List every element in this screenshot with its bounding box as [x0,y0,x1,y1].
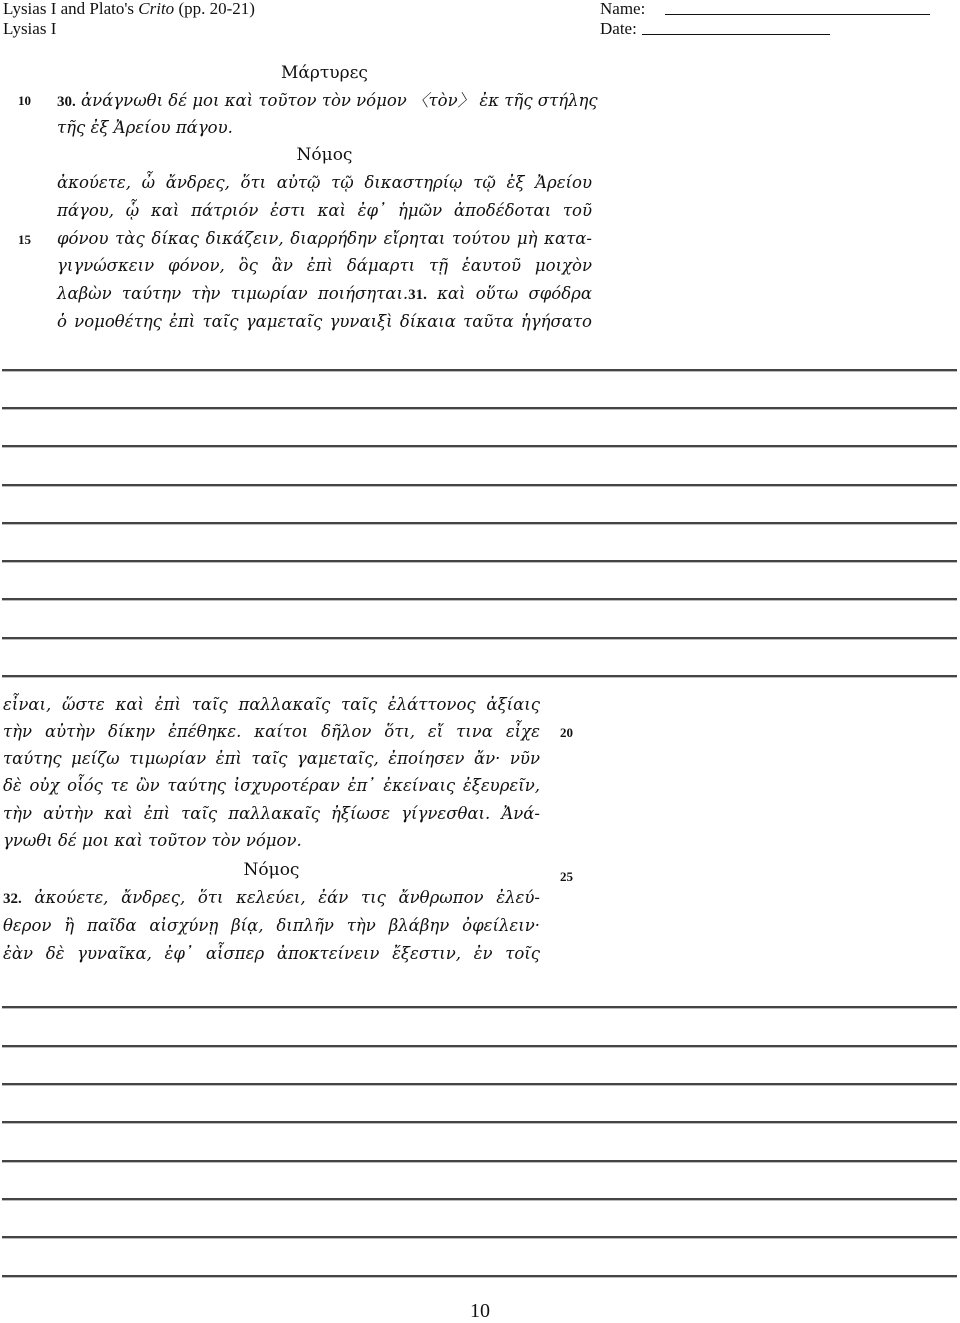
date-label: Date: [600,19,637,38]
text-line [57,117,592,139]
writing-line[interactable] [2,1160,957,1163]
line-text: γιγνώσκειν φόνον, ὃς ἂν ἐπὶ δάμαρτι τῇ ἑαυτοῦ μοιχὸν [57,256,592,275]
line-text: θερον ἢ παῖδα αἰσχύνῃ βίᾳ, διπλῆν τὴν βλάβην ὀφείλειν· [3,916,540,935]
line-number: 20 [560,725,573,740]
line-text: τὴν αὐτὴν δίκην ἐπέθηκε. καίτοι δῆλον ὅτι, εἴ τινα εἶχε [3,722,540,741]
text-line [3,775,540,797]
line-number: 15 [18,232,31,247]
writing-line[interactable] [2,675,957,678]
text-line [3,694,540,716]
line-text: γνωθι δέ μοι καὶ τοῦτον τὸν νόμον. [3,831,302,850]
writing-line[interactable] [2,522,957,525]
heading-law: Νόμος [243,860,300,880]
line-text: ὁ νομοθέτης ἐπὶ ταῖς γαμεταῖς γυναιξὶ δίκαια ταῦτα ἡγήσατο [57,312,592,331]
text-line [3,803,540,825]
line-text: φόνου τὰς δίκας δικάζειν, διαρρήδην εἴρηται τούτου μὴ κατα- [57,229,592,248]
writing-line[interactable] [2,1275,957,1278]
writing-line[interactable] [2,484,957,487]
page-number: 10 [470,1300,490,1322]
title-text: Lysias I and Plato's [3,0,139,18]
writing-line[interactable] [2,1121,957,1124]
writing-line[interactable] [2,637,957,640]
section-number: 31. [408,287,427,303]
name-field[interactable] [665,14,930,15]
heading-law: Νόμος [296,145,353,165]
name-label: Name: [600,0,646,18]
text-line [57,200,592,222]
writing-line[interactable] [2,598,957,601]
text-line [57,283,592,306]
text-line [3,721,540,743]
line-text: τὴν αὐτὴν καὶ ἐπὶ ταῖς παλλακαῖς ἠξίωσε γίγνεσθαι. Ἀνά- [3,804,540,823]
line-number: 10 [18,93,31,108]
writing-line[interactable] [2,560,957,563]
document-title [3,0,255,19]
writing-line[interactable] [2,1198,957,1201]
writing-line[interactable] [2,1236,957,1239]
line-text: ἀκούετε, ἄνδρες, ὅτι κελεύει, ἐάν τις ἄνθρωπον ἐλεύ- [21,888,540,907]
line-text: ἐὰν δὲ γυναῖκα, ἐφ᾽ αἷσπερ ἀποκτείνειν ἔξεστιν, ἐν τοῖς [3,944,540,963]
line-text: τῆς ἐξ Ἀρείου πάγου. [57,118,233,137]
line-text: δὲ οὐχ οἷός τε ὢν ταύτης ἰσχυροτέραν ἐπ᾽ ἐκείναις ἐξευρεῖν, [3,776,540,795]
title-italic-work: Crito [138,0,175,18]
section-number: 32. [3,891,22,907]
text-line [3,748,540,770]
line-text: ἀκούετε, ὦ ἄνδρες, ὅτι αὐτῷ τῷ δικαστηρίῳ τῷ ἐξ Ἀρείου [57,173,592,192]
date-field[interactable] [642,34,830,35]
writing-line[interactable] [2,1006,957,1009]
line-text: πάγου, ᾧ καὶ πάτριόν ἐστι καὶ ἐφ᾽ ἡμῶν ἀποδέδοται τοῦ [57,201,592,220]
text-line [3,887,540,910]
title-pages: (pp. 20-21) [174,0,255,18]
text-line [57,255,592,277]
text-line [3,943,540,965]
writing-line[interactable] [2,369,957,372]
document-subtitle: Lysias I [3,19,57,38]
writing-line[interactable] [2,1083,957,1086]
text-line [57,228,592,250]
text-line [57,172,592,194]
writing-line[interactable] [2,445,957,448]
section-number: 30. [57,94,76,110]
text-line [3,830,540,852]
line-text: εἶναι, ὥστε καὶ ἐπὶ ταῖς παλλακαῖς ταῖς ἐλάττονος ἀξίαις [3,695,540,714]
text-line [57,311,592,333]
line-text: λαβὼν ταύτην τὴν τιμωρίαν ποιήσηται. [57,284,409,303]
line-number: 25 [560,869,573,884]
text-line [57,90,598,113]
line-text: καὶ οὕτω σφόδρα [426,284,592,303]
line-text: ἀνάγνωθι δέ μοι καὶ τοῦτον τὸν νόμον 〈τὸν〉 ἐκ τῆς στήλης [75,91,598,110]
writing-line[interactable] [2,1045,957,1048]
line-text: ταύτης μείζω τιμωρίαν ἐπὶ ταῖς γαμεταῖς, ἐποίησεν ἄν· νῦν [3,749,540,768]
writing-line[interactable] [2,407,957,410]
text-line [3,915,540,937]
heading-witnesses: Μάρτυρες [281,63,368,83]
